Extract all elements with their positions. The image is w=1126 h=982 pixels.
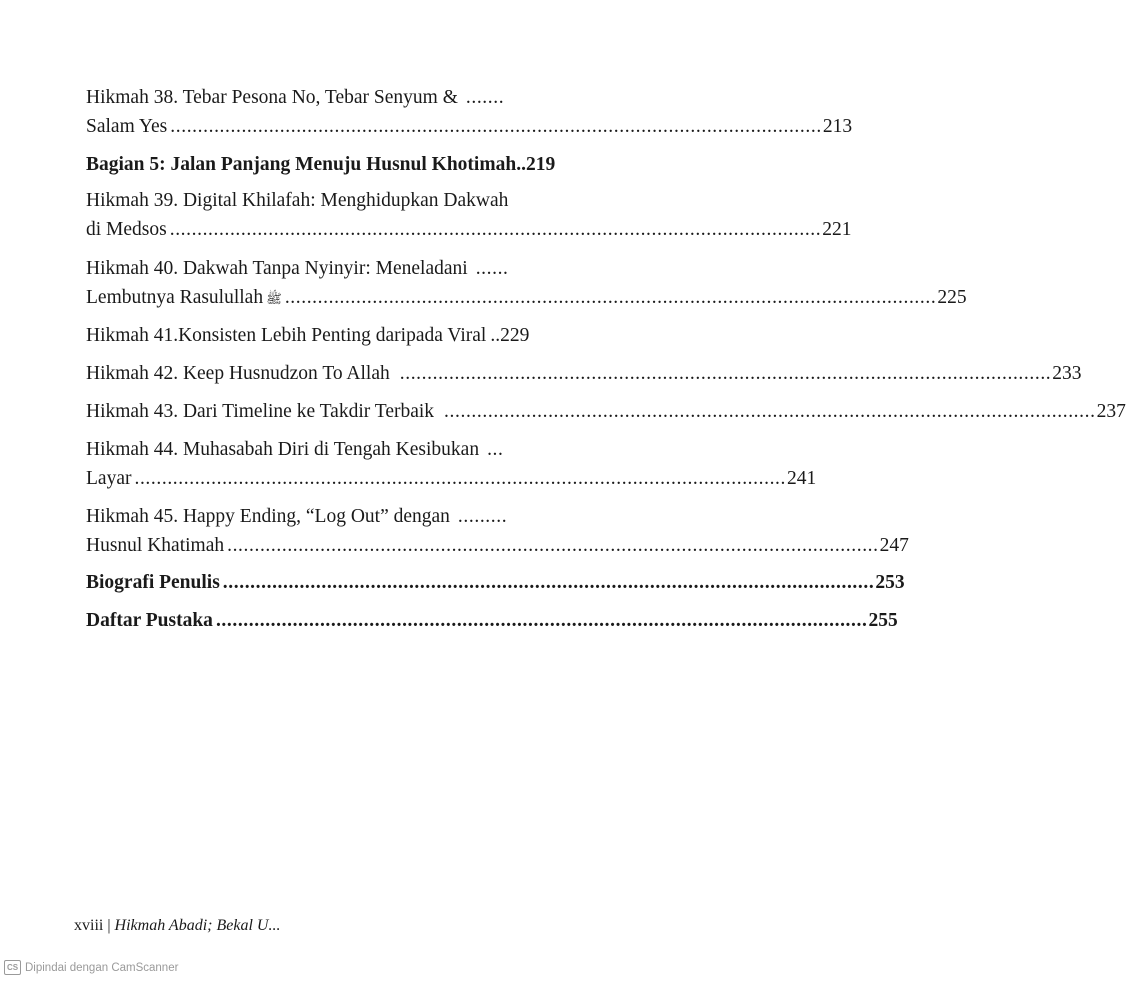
toc-entry bbox=[86, 322, 554, 350]
toc-entry bbox=[86, 436, 554, 464]
toc-entry-title: Hikmah 40. Dakwah Tanpa Nyinyir: Meneladani bbox=[86, 258, 468, 279]
toc-entry-title: Daftar Pustaka bbox=[86, 610, 213, 631]
toc-entry bbox=[86, 532, 909, 560]
toc-page-number: 247 bbox=[879, 535, 909, 556]
toc-entry-title: Husnul Khatimah bbox=[86, 535, 225, 556]
toc-entry-title: Hikmah 42. Keep Husnudzon To Allah bbox=[86, 363, 390, 384]
toc-entry-title: di Medsos bbox=[86, 219, 167, 240]
toc-entry-title: Hikmah 38. Tebar Pesona No, Tebar Senyum & bbox=[86, 87, 458, 108]
toc-entry bbox=[86, 284, 967, 313]
toc-entry bbox=[86, 255, 554, 283]
toc-entry bbox=[86, 187, 554, 215]
footer-separator: | bbox=[107, 917, 111, 934]
toc-leader: .. bbox=[490, 325, 501, 346]
toc-page-number: 213 bbox=[822, 116, 853, 137]
toc-entry bbox=[86, 398, 1126, 426]
toc-entry-title: Hikmah 45. Happy Ending, “Log Out” dengan bbox=[86, 506, 450, 527]
toc-leader: ....... bbox=[465, 87, 505, 108]
camscanner-logo-icon: CS bbox=[4, 960, 21, 975]
toc-leader: .. bbox=[516, 154, 526, 175]
toc-leader: ...... bbox=[475, 258, 509, 279]
toc-entry-title: Hikmah 44. Muhasabah Diri di Tengah Kesibukan bbox=[86, 439, 480, 460]
toc-entry-title: Lembutnya Rasulullah bbox=[86, 287, 264, 308]
toc-leader: ....................................................................................................................... bbox=[444, 401, 1096, 422]
toc-page-number: 255 bbox=[868, 610, 898, 631]
toc-entry bbox=[86, 360, 1082, 388]
toc-entry bbox=[86, 84, 554, 112]
toc-entry-title: Hikmah 41.Konsisten Lebih Penting daripada Viral bbox=[86, 325, 487, 346]
toc-leader: ....................................................................................................................... bbox=[170, 116, 822, 137]
toc-leader: ....................................................................................................................... bbox=[399, 363, 1052, 384]
toc-entry-title: Layar bbox=[86, 468, 132, 489]
toc-entry-title: Bagian 5: Jalan Panjang Menuju Husnul Khotimah bbox=[86, 154, 517, 175]
toc-entry-title: Hikmah 43. Dari Timeline ke Takdir Terbaik bbox=[86, 401, 435, 422]
toc-page-number: 233 bbox=[1052, 363, 1082, 384]
toc-page-number: 225 bbox=[937, 287, 967, 308]
toc-page-number: 229 bbox=[500, 325, 530, 346]
toc-entry-title: Biografi Penulis bbox=[86, 572, 220, 593]
salawat-symbol: ﷺ bbox=[266, 291, 282, 306]
toc-leader: ....................................................................................................................... bbox=[134, 468, 786, 489]
toc-section-entry bbox=[86, 569, 905, 597]
toc-section-entry bbox=[86, 151, 554, 179]
running-title: Hikmah Abadi; Bekal U... bbox=[114, 917, 281, 934]
toc-leader: ....................................................................................................................... bbox=[222, 572, 875, 593]
toc-entry bbox=[86, 216, 852, 244]
toc-section-entry bbox=[86, 607, 898, 635]
toc-page-number: 241 bbox=[787, 468, 817, 489]
toc-entry bbox=[86, 503, 554, 531]
scanner-text: Dipindai dengan CamScanner bbox=[25, 961, 179, 974]
toc-leader: ......... bbox=[457, 506, 508, 527]
toc-entry-title: Hikmah 39. Digital Khilafah: Menghidupkan Dakwah bbox=[86, 190, 509, 211]
toc-entry bbox=[86, 113, 853, 141]
toc-leader: ... bbox=[487, 439, 504, 460]
toc-leader: ....................................................................................................................... bbox=[169, 219, 822, 240]
toc-leader: ....................................................................................................................... bbox=[284, 287, 937, 308]
toc-entry-title: Salam Yes bbox=[86, 116, 168, 137]
toc-page-number: 219 bbox=[525, 154, 556, 175]
toc-leader: ....................................................................................................................... bbox=[215, 610, 868, 631]
page-footer bbox=[74, 917, 280, 935]
toc-leader: ....................................................................................................................... bbox=[227, 535, 879, 556]
page-number: xviii bbox=[74, 917, 104, 934]
toc-page-number: 253 bbox=[875, 572, 905, 593]
toc-page-number: 237 bbox=[1096, 401, 1126, 422]
scanner-watermark bbox=[4, 960, 178, 975]
toc-entry bbox=[86, 465, 817, 493]
toc-page-number: 221 bbox=[822, 219, 852, 240]
